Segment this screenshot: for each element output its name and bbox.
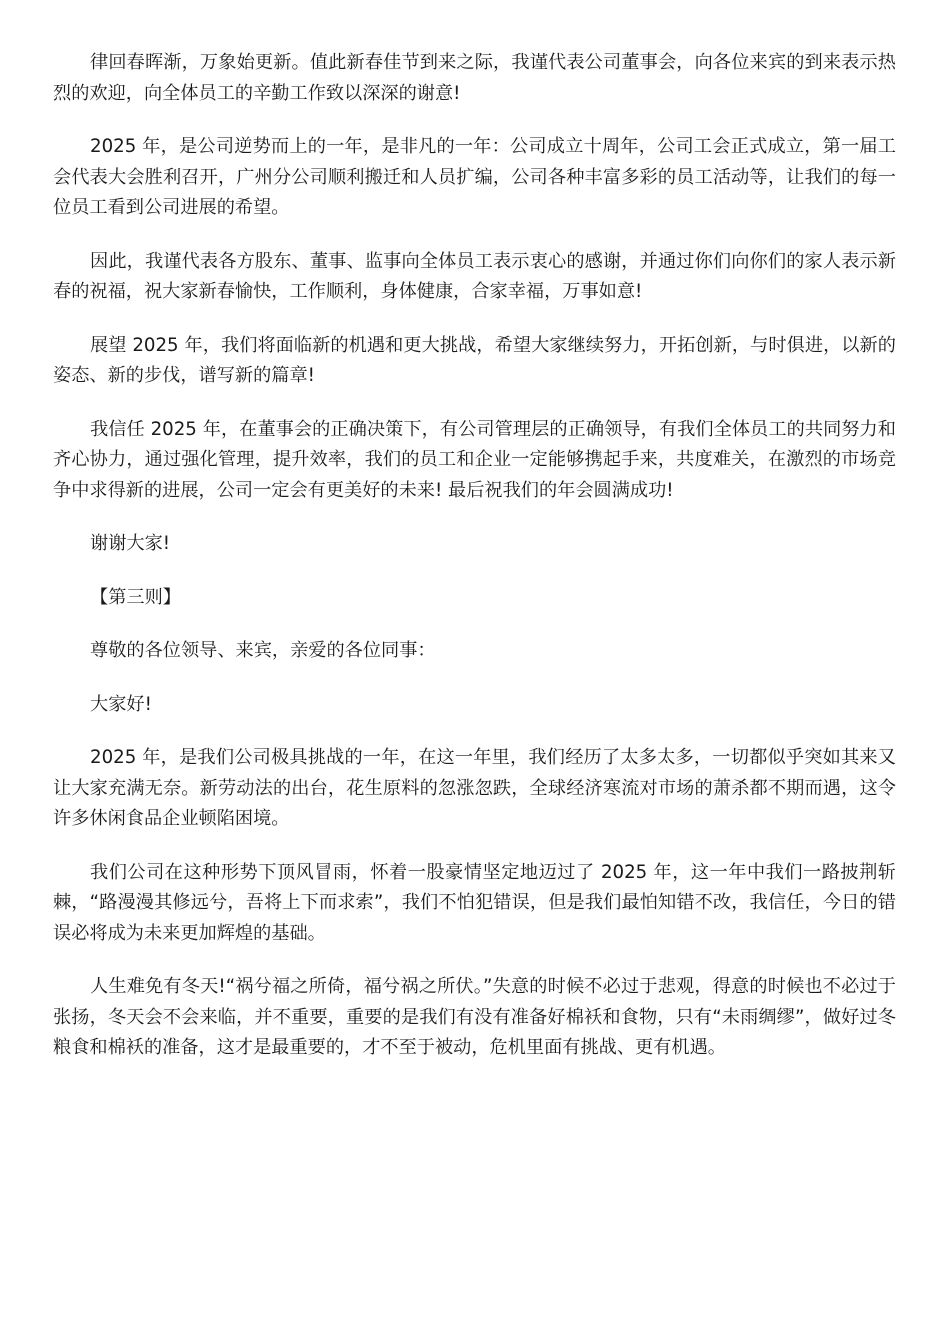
paragraph-4: 展望 2025 年，我们将面临新的机遇和更大挑战，希望大家继续努力，开拓创新，与时俱进，以新的姿态、新的步伐，谱写新的篇章! <box>53 334 896 386</box>
paragraph-3: 因此，我谨代表各方股东、董事、监事向全体员工表示衷心的感谢，并通过你们向你们的家人表示新春的祝福，祝大家新春愉快，工作顺利，身体健康，合家幸福，万事如意! <box>53 250 896 302</box>
paragraph-2: 2025 年，是公司逆势而上的一年，是非凡的一年：公司成立十周年，公司工会正式成立，第一届工会代表大会胜利召开，广州分公司顺利搬迁和人员扩编，公司各种丰富多彩的员工活动等，让我们的每一位员工看到公司进展的希望。 <box>53 136 896 218</box>
salutation: 尊敬的各位领导、来宾，亲爱的各位同事： <box>90 640 436 661</box>
section-heading: 【第三则】 <box>90 586 181 608</box>
paragraph-5: 我信任 2025 年，在董事会的正确决策下，有公司管理层的正确领导，有我们全体员工的共同努力和齐心协力，通过强化管理，提升效率，我们的员工和企业一定能够携起手来，共度难关，在激烈的市场竞争中求得新的进展，公司一定会有更美好的未来! 最后祝我们的年会圆满成功! <box>53 418 896 501</box>
paragraph-6: 谢谢大家! <box>90 533 171 554</box>
paragraph-12: 人生难免有冬天!“祸兮福之所倚，福兮祸之所伏。”失意的时候不必过于悲观，得意的时候也不必过于张扬，冬天会不会来临，并不重要，重要的是我们有没有准备好棉袄和食物，只有“未雨绸缪”，做好过冬粮食和棉袄的准备，这才是最重要的，才不至于被动，危机里面有挑战、更有机遇。 <box>53 976 896 1058</box>
paragraph-1: 律回春晖渐，万象始更新。值此新春佳节到来之际，我谨代表公司董事会，向各位来宾的到来表示热烈的欢迎，向全体员工的辛勤工作致以深深的谢意! <box>53 52 896 104</box>
greeting: 大家好! <box>90 693 152 715</box>
paragraph-11: 我们公司在这种形势下顶风冒雨，怀着一股豪情坚定地迈过了 2025 年，这一年中我们一路披荆斩棘，“路漫漫其修远兮，吾将上下而求索”，我们不怕犯错误，但是我们最怕知错不改，我信任，今日的错误必将成为未来更加辉煌的基础。 <box>53 861 896 944</box>
paragraph-10: 2025 年，是我们公司极具挑战的一年，在这一年里，我们经历了太多太多，一切都似乎突如其来又让大家充满无奈。新劳动法的出台，花生原料的忽涨忽跌，全球经济寒流对市场的萧杀都不期而遇，这令许多休闲食品企业顿陷困境。 <box>53 747 896 829</box>
document-body <box>53 48 896 1087</box>
